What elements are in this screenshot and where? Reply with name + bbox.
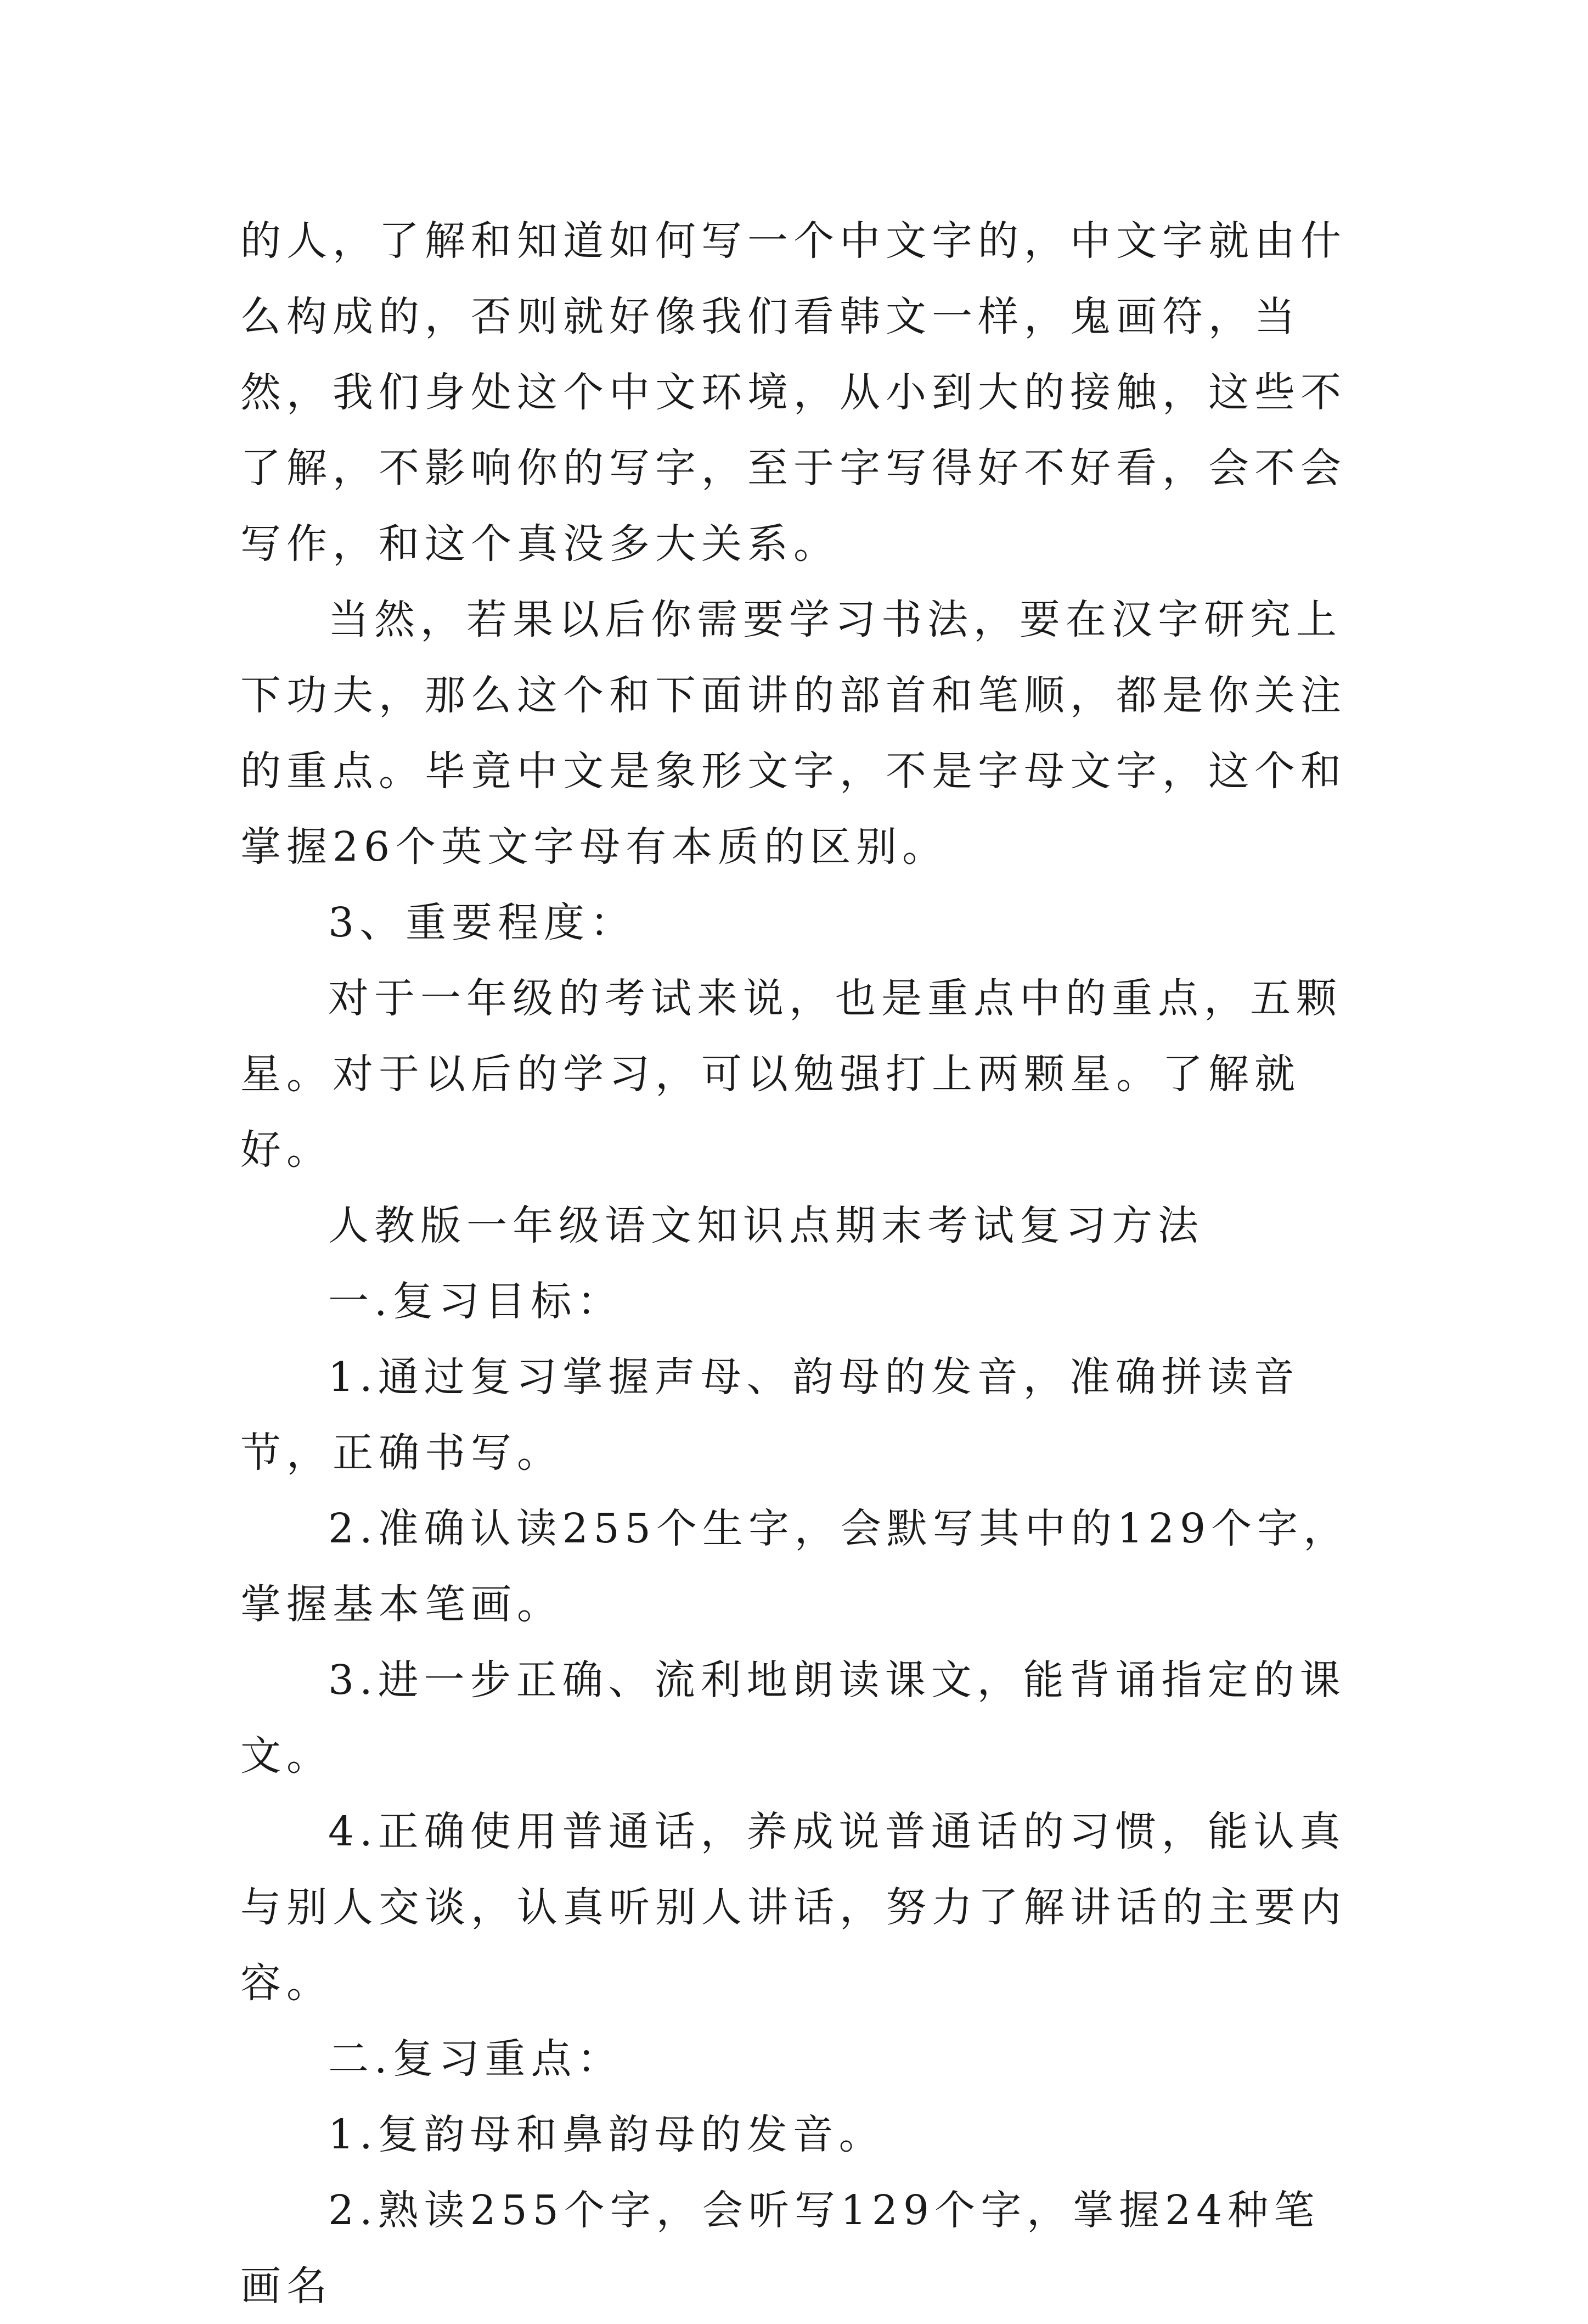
paragraph: 对于一年级的考试来说，也是重点中的重点，五颗星。对于以后的学习，可以勉强打上两颗星。了解就好。: [240, 975, 1342, 1174]
section-heading: 3、重要程度：: [328, 899, 637, 946]
list-item: 4.正确使用普通话，养成说普通话的习惯，能认真与别人交谈，认真听别人讲话，努力了解讲话的主要内容。: [240, 1808, 1347, 2007]
list-item: 2.准确认读255个生字，会默写其中的129个字，掌握基本笔画。: [240, 1505, 1350, 1628]
document-title: 人教版一年级语文知识点期末考试复习方法: [328, 1202, 1204, 1249]
document-body: [240, 203, 1354, 2324]
list-item: 1.复韵母和鼻韵母的发音。: [328, 2111, 885, 2158]
list-item: 1.通过复习掌握声母、韵母的发音，准确拼读音节，正确书写。: [240, 1354, 1300, 1477]
paragraph: 的人，了解和知道如何写一个中文字的，中文字就由什么构成的，否则就好像我们看韩文一样，鬼画符，当然，我们身处这个中文环境，从小到大的接触，这些不了解，不影响你的写字，至于字写得好不好看，会不会写作，和这个真没多大关系。: [240, 217, 1347, 568]
section-heading: 一.复习目标：: [328, 1278, 623, 1325]
section-heading: 二.复习重点：: [328, 2035, 623, 2082]
list-item: 3.进一步正确、流利地朗读课文，能背诵指定的课文。: [240, 1657, 1346, 1780]
paragraph: 当然，若果以后你需要学习书法，要在汉字研究上下功夫，那么这个和下面讲的部首和笔顺，都是你关注的重点。毕竟中文是象形文字，不是字母文字，这个和掌握26个英文字母有本质的区别。: [240, 596, 1347, 871]
list-item: 2.熟读255个字，会听写129个字，掌握24种笔画名: [240, 2187, 1320, 2310]
